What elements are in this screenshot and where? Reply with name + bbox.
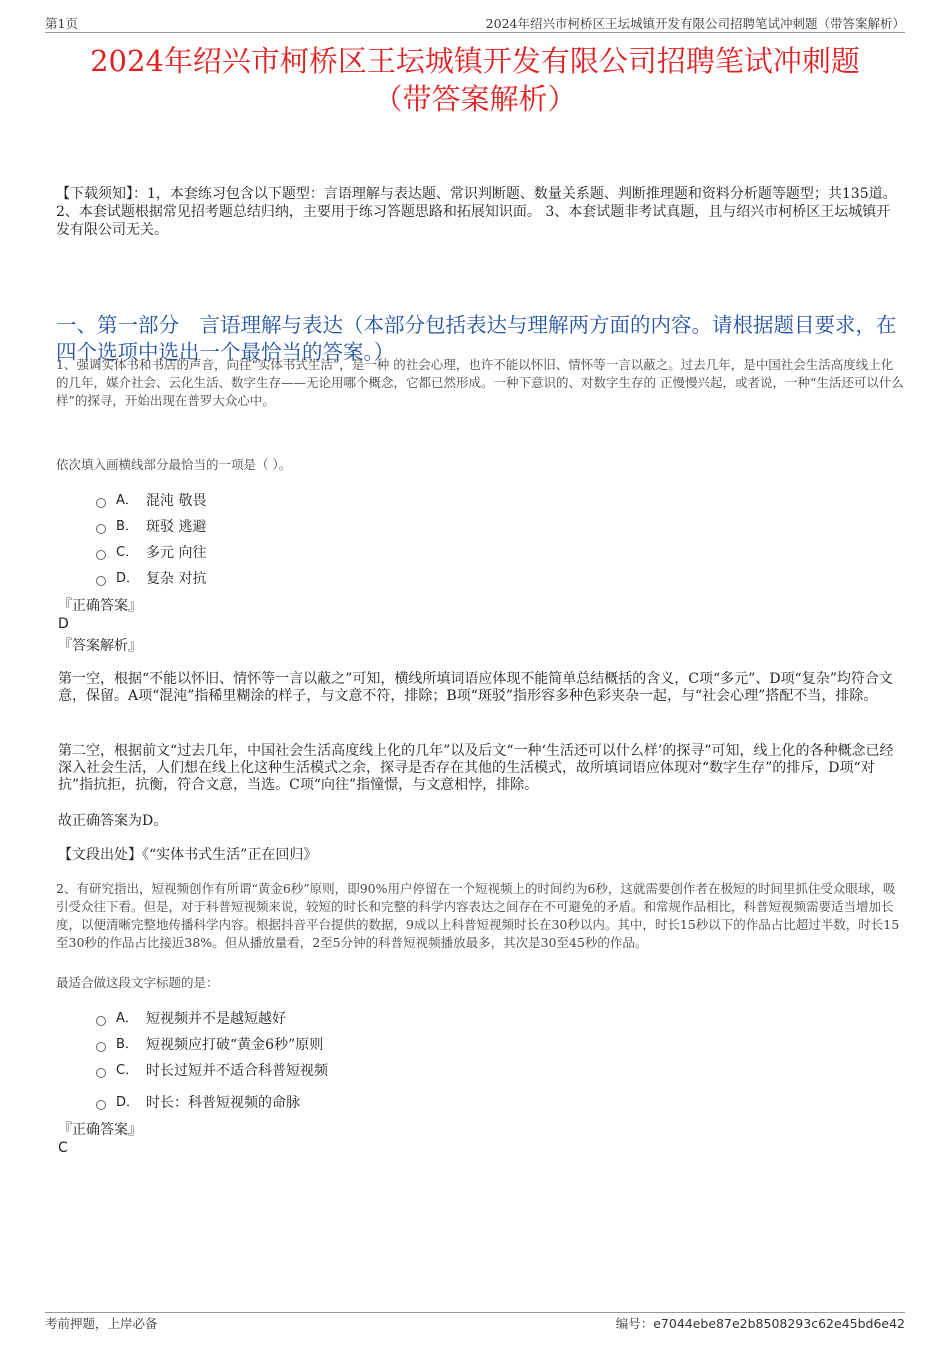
title-line-2: （带答案解析）: [373, 82, 577, 116]
option-label: D．: [116, 1095, 140, 1110]
radio-icon[interactable]: [96, 1068, 106, 1078]
q1-prompt: 依次填入画横线部分最恰当的一项是（ ）。: [56, 457, 292, 472]
option-text: 复杂 对抗: [146, 571, 207, 587]
radio-icon[interactable]: [96, 1042, 106, 1052]
option-text: 多元 向往: [146, 545, 207, 561]
title-line-1: 2024年绍兴市柯桥区王坛城镇开发有限公司招聘笔试冲刺题: [90, 44, 860, 78]
option-text: 短视频应打破“黄金6秒”原则: [146, 1037, 324, 1053]
radio-icon[interactable]: [96, 1100, 106, 1110]
footer-code-value: e7044ebe87e2b8508293c62e45bd6e42: [653, 1316, 905, 1331]
q1-option-a[interactable]: [96, 491, 206, 511]
option-label: B．: [116, 519, 138, 534]
q2-option-c[interactable]: [96, 1061, 328, 1081]
radio-icon[interactable]: [96, 576, 106, 586]
q1-answer-label: 『正确答案』: [58, 598, 142, 614]
q2-stem: 2、有研究指出，短视频创作有所谓“黄金6秒”原则，即90%用户停留在一个短视频上的时间约为6秒，这就需要创作者在极短的时间里抓住受众眼球，吸引受众往下看。但是，对于科普短视频来说，较短的时长和完整的科学内容表达之间存在不可避免的矛盾。和常规作品相比，科普短视频需要适当增加长度，以便清晰完整地传播科学内容。根据抖音平台提供的数据，9成以上科普短视频时长在30秒以内。其中，时长15秒以下的作品占比超过半数，时长15至30秒的作品占比接近38%。但从播放量看，2至5分钟的科普短视频播放最多，其次是30至45秒的作品。: [56, 881, 900, 950]
option-label: C．: [116, 1063, 139, 1078]
option-label: A．: [116, 493, 138, 508]
footer-code-label: 编号：: [615, 1316, 654, 1331]
q2-option-d[interactable]: [96, 1093, 300, 1113]
document-title: [40, 42, 910, 118]
q1-analysis-label: 『答案解析』: [58, 638, 142, 654]
q2-prompt: 最适合做这段文字标题的是：: [56, 975, 219, 990]
radio-icon[interactable]: [96, 1016, 106, 1026]
q1-stem: 1、强调实体书和书店的声音，向往“实体书式生活”，是一种 的社会心理，也许不能以怀旧、情怀等一言以蔽之。过去几年，是中国社会生活高度线上化的几年，媒介社会、云化生活、数字生存——无论用哪个概念，它都已然形成。一种下意识的、对数字生存的 正慢慢兴起，或者说，一种“生活还可以什么样”的探寻，开始出现在普罗大众心中。: [56, 357, 904, 408]
q1-option-c[interactable]: [96, 543, 206, 563]
q2-answer-label: 『正确答案』: [58, 1122, 142, 1138]
option-label: B．: [116, 1037, 138, 1052]
option-label: A．: [116, 1011, 138, 1026]
q1-analysis-1: 第一空，根据“不能以怀旧、情怀等一言以蔽之”可知，横线所填词语应体现不能简单总结概括的含义，C项“多元”、D项“复杂”均符合文意，保留。A项“混沌”指稀里糊涂的样子，与文意不符，排除；B项“斑驳”指形容多种色彩夹杂一起，与“社会心理”搭配不当，排除。: [58, 671, 893, 704]
download-notice: 【下载须知】：1，本套练习包含以下题型：言语理解与表达题、常识判断题、数量关系题、判断推理题和资料分析题等题型；共135道。 2、本套试题根据常见招考题总结归纳，主要用于练习答题思路和拓展知识面。 3、本套试题非考试真题，且与绍兴市柯桥区王坛城镇开发有限公司无关。: [56, 186, 897, 238]
q1-analysis-2: 第二空，根据前文“过去几年，中国社会生活高度线上化的几年”以及后文“一种‘生活还可以什么样’的探寻”可知，线上化的各种概念已经深入社会生活，人们想在线上化这种生活模式之余，探寻是否存在其他的生活模式，故所填词语应体现对“数字生存”的排斥，D项“对抗”指抗拒，抗衡，符合文意，当选。C项“向往”指憧憬，与文意相悖，排除。: [58, 743, 894, 793]
option-text: 斑驳 逃避: [146, 519, 207, 535]
page-number: 第1页: [45, 16, 78, 31]
radio-icon[interactable]: [96, 550, 106, 560]
option-label: D．: [116, 571, 140, 586]
q2-option-b[interactable]: [96, 1035, 323, 1055]
section-heading: 一、第一部分 言语理解与表达（本部分包括表达与理解两方面的内容。请根据题目要求，在四个选项中选出一个最恰当的答案。）: [56, 313, 897, 364]
header-divider: [45, 32, 905, 33]
q1-option-b[interactable]: [96, 517, 206, 537]
q1-conclusion: 故正确答案为D。: [58, 813, 168, 829]
q1-option-d[interactable]: [96, 569, 206, 589]
q2-option-a[interactable]: [96, 1009, 286, 1029]
q1-source: 【文段出处】《“实体书式生活”正在回归》: [58, 847, 318, 863]
radio-icon[interactable]: [96, 524, 106, 534]
option-text: 短视频并不是越短越好: [146, 1011, 286, 1027]
q1-answer: D: [58, 616, 69, 632]
running-header-title: 2024年绍兴市柯桥区王坛城镇开发有限公司招聘笔试冲刺题（带答案解析）: [485, 16, 905, 31]
q2-answer: C: [58, 1140, 68, 1156]
option-text: 时长过短并不适合科普短视频: [146, 1063, 328, 1079]
option-text: 混沌 敬畏: [146, 493, 207, 509]
footer-code: [616, 1314, 905, 1332]
option-text: 时长：科普短视频的命脉: [146, 1095, 300, 1111]
footer-slogan: 考前押题，上岸必备: [45, 1316, 158, 1331]
radio-icon[interactable]: [96, 498, 106, 508]
footer-divider: [45, 1312, 905, 1313]
option-label: C．: [116, 545, 139, 560]
